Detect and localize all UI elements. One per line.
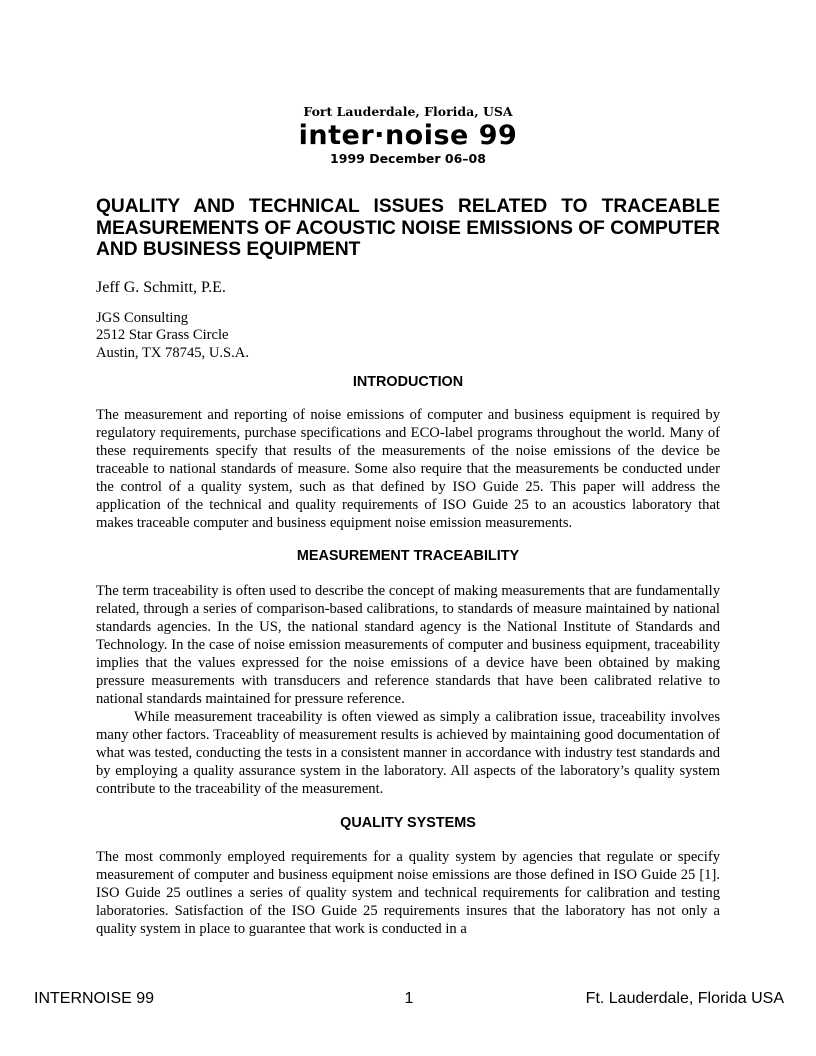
introduction-paragraph: The measurement and reporting of noise emissions of computer and business equipment is required by regulatory requirements, purchase specifications and ECO-label programs throughout the world. Many of these requirements specify that results of the measurements of the noise emissions of the device be traceable to national standards of measure. Some also require that the measurements be conducted under the control of a quality system, such as that defined by ISO Guide 25. This paper will address the application of the technical and quality requirements of ISO Guide 25 to an acoustics laboratory that makes traceable computer and business equipment noise emission measurements. <box>96 407 720 531</box>
paper-title: QUALITY AND TECHNICAL ISSUES RELATED TO TRACEABLE MEASUREMENTS OF ACOUSTIC NOISE EMISSIONS OF COMPUTER AND BUSINESS EQUIPMENT <box>96 196 720 260</box>
paper-body <box>96 196 720 938</box>
footer-page-number: 1 <box>404 990 414 1007</box>
section-heading-quality-systems: QUALITY SYSTEMS <box>340 815 476 831</box>
conference-logo: inter·noise 99 <box>298 120 518 151</box>
affiliation-line: 2512 Star Grass Circle <box>96 327 229 343</box>
affiliation-line: Austin, TX 78745, U.S.A. <box>96 344 249 361</box>
traceability-paragraph-2: While measurement traceability is often viewed as simply a calibration issue, traceability involves many other factors. Traceablity of measurement results is achieved by maintaining good documentation of what was tested, conducting the tests in a consistent manner in accordance with industry test standards and by employing a quality assurance system in the laboratory. All aspects of the laboratory’s quality system contribute to the traceability of the measurement. <box>96 709 720 797</box>
section-heading-traceability: MEASUREMENT TRACEABILITY <box>296 548 520 564</box>
traceability-paragraph-1: The term traceability is often used to describe the concept of making measurements that are fundamentally related, through a series of comparison-based calibrations, to standards of measure maintained by national standards agencies. In the US, the national standard agency is the National Institute of Standards and Technology. In the case of noise emission measurements of computer and business equipment, traceability implies that the values expressed for the noise emissions of a device have been obtained by making pressure measurements with transducers and reference standards that have been calibrated relative to national standards maintained for pressure reference. <box>96 583 720 707</box>
section-heading-introduction: INTRODUCTION <box>352 374 464 390</box>
page-footer <box>34 989 784 1009</box>
quality-systems-paragraph: The most commonly employed requirements for a quality system by agencies that regulate or specify measurement of computer and business equipment noise emissions are those defined in ISO Guide 25 [1]. ISO Guide 25 outlines a series of quality system and technical requirements for calibration and testing laboratories. Satisfaction of the ISO Guide 25 requirements insures that the laboratory has not only a quality system in place to guarantee that work is conducted in a <box>96 849 720 937</box>
conference-dates: 1999 December 06–08 <box>330 151 486 166</box>
footer-location: Ft. Lauderdale, Florida USA <box>585 990 784 1007</box>
conference-location: Fort Lauderdale, Florida, USA <box>303 104 513 119</box>
footer-conference: INTERNOISE 99 <box>34 990 155 1007</box>
affiliation-line: JGS Consulting <box>96 309 189 326</box>
author-affiliation <box>96 310 720 363</box>
conference-header <box>0 104 816 167</box>
author-name: Jeff G. Schmitt, P.E. <box>96 278 226 296</box>
